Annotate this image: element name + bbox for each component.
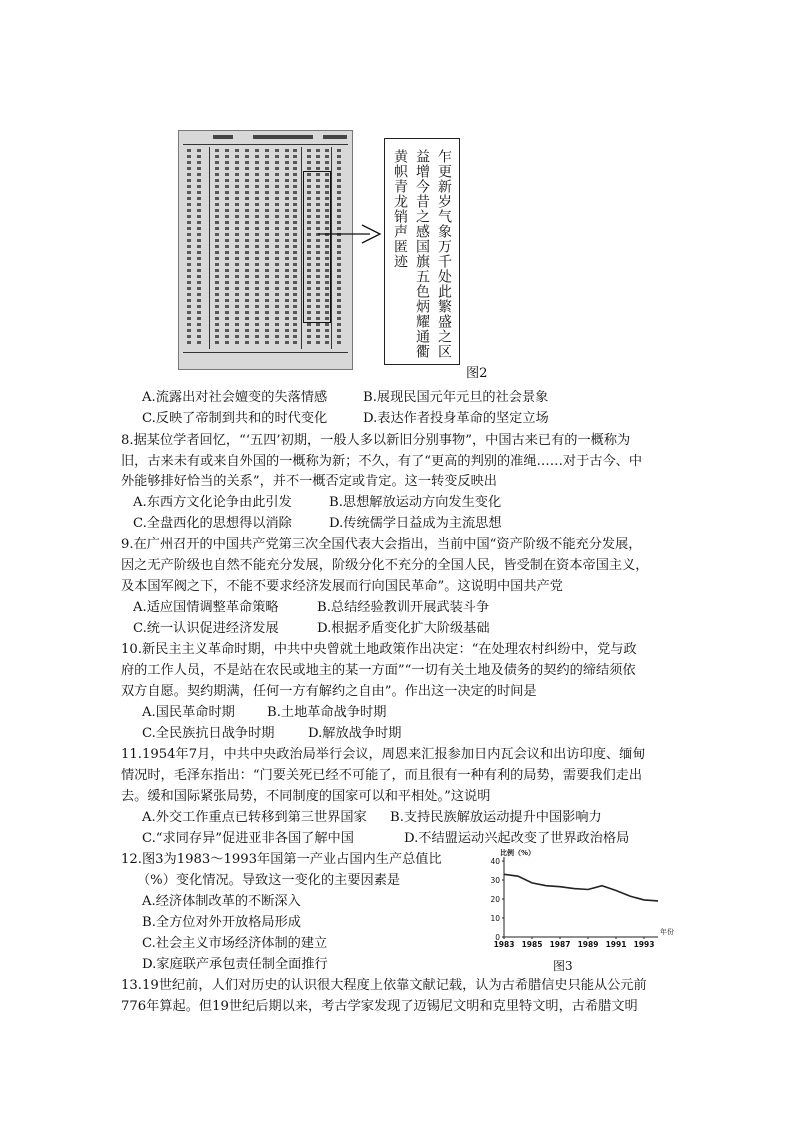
q12-stem-line-1: 12.图3为1983～1993年国第一产业占国内生产总值比	[121, 852, 442, 867]
q11-option-a: A.外交工作重点已转移到第三世界国家	[142, 810, 367, 825]
transcription-column-1: 乍更新岁气象万千处此繁盛之区	[436, 149, 452, 359]
q8-stem-line-3: 外能够排好恰当的关系”，并不一概否定或肯定。这一转变反映出	[121, 474, 497, 489]
q10-option-c: C.全民族抗日战争时期	[142, 726, 275, 741]
q9-option-b: B.总结经验教训开展武装斗争	[317, 600, 490, 615]
q7-option-a: A.流露出对社会嬗变的失落情感	[142, 390, 328, 405]
q12-option-d: D.家庭联产承包责任制全面推行	[142, 957, 328, 972]
highlight-box	[303, 171, 331, 323]
q12-option-b: B.全方位对外开放格局形成	[142, 915, 301, 930]
figure3-caption: 图3	[553, 959, 573, 973]
y-tick-label: 0	[495, 933, 500, 942]
q10-stem-line-3: 双方自愿。契约期满，任何一方有解约之自由”。作出这一决定的时间是	[121, 684, 537, 699]
q8-stem-line-1: 8.据某位学者回忆，“‘五四’初期，一般人多以新旧分别事物”，中国古来已有的一概称为	[121, 433, 631, 448]
q13-stem-line-2: 776年算起。但19世纪后期以来，考古学家发现了迈锡尼文明和克里特文明，古希腊文明	[121, 999, 638, 1014]
y-tick-label: 10	[490, 914, 500, 923]
q7-option-b: B.展现民国元年元旦的社会景象	[363, 390, 549, 405]
q8-option-a: A.东西方文化论争由此引发	[133, 495, 292, 510]
x-axis-label: 年份	[660, 928, 674, 936]
arrow-icon	[318, 222, 384, 246]
q9-stem-line-1: 9.在广州召开的中国共产党第三次全国代表大会指出，当前中国“资产阶级不能充分发展，	[121, 537, 642, 552]
q9-option-a: A.适应国情调整革命策略	[133, 600, 279, 615]
q10-option-b: B.土地革命战争时期	[267, 705, 387, 720]
q7-option-d: D.表达作者投身革命的坚定立场	[363, 411, 549, 426]
q10-stem-line-1: 10.新民主主义革命时期，中共中央曾就土地政策作出决定：“在处理农村纠纷中，党与政	[121, 642, 637, 657]
chart-axes	[490, 848, 674, 949]
q10-stem-line-2: 府的工作人员，不是站在农民或地主的某一方面”“一切有关土地及债务的契约的缔结须依	[121, 663, 636, 678]
q11-option-b: B.支持民族解放运动提升中国影响力	[390, 810, 602, 825]
y-tick-label: 30	[490, 876, 500, 885]
q7-option-c: C.反映了帝制到共和的时代变化	[142, 411, 328, 426]
y-tick-label: 40	[490, 857, 500, 866]
q8-option-d: D.传统儒学日益成为主流思想	[329, 516, 502, 531]
x-tick-label: 1983	[493, 940, 515, 949]
x-tick-label: 1987	[549, 940, 571, 949]
series-line	[504, 874, 658, 901]
q12-option-a: A.经济体制改革的不断深入	[142, 894, 301, 909]
newspaper-header	[183, 135, 348, 145]
chart-series	[504, 874, 658, 901]
q11-option-c: C.“求同存异”促进亚非各国了解中国	[142, 831, 354, 846]
q9-option-d: D.根据矛盾变化扩大阶级基础	[317, 621, 490, 636]
q12-option-c: C.社会主义市场经济体制的建立	[142, 936, 328, 951]
q11-stem-line-1: 11.1954年7月，中共中央政治局举行会议，周恩来汇报参加日内瓦会议和出访印度、缅甸	[121, 747, 646, 762]
transcription-column-2: 益增今昔之感国旗五色炳耀通衢	[414, 149, 430, 359]
q8-stem-line-2: 旧，古来未有或来自外国的一概称为新；不久，有了“更高的判别的准绳……对于古今、中	[121, 454, 643, 469]
q11-stem-line-2: 情况时，毛泽东指出：“门要关死已经不可能了，而且很有一种有利的局势，需要我们走出	[121, 768, 643, 783]
q12-stem-line-2: （%）变化情况。导致这一变化的主要因素是	[137, 873, 401, 888]
gdp-share-chart	[478, 845, 678, 960]
q10-option-a: A.国民革命时期	[142, 705, 235, 720]
x-tick-label: 1989	[577, 940, 599, 949]
q8-option-b: B.思想解放运动方向发生变化	[329, 495, 502, 510]
q9-option-c: C.统一认识促进经济发展	[133, 621, 279, 636]
x-tick-label: 1991	[605, 940, 627, 949]
transcription-column-3: 黄帜青龙销声匿迹	[392, 149, 408, 269]
q9-stem-line-2: 因之无产阶级也自然不能充分发展，阶级分化不充分的全国人民，皆受制在资本帝国主义，	[121, 558, 649, 573]
transcription-box	[384, 138, 460, 365]
x-tick-label: 1985	[521, 940, 543, 949]
x-tick-label: 1993	[633, 940, 655, 949]
q11-option-d: D.不结盟运动兴起改变了世界政治格局	[404, 831, 630, 846]
q11-stem-line-3: 去。缓和国际紧张局势，不同制度的国家可以和平相处。”这说明	[121, 789, 491, 804]
q9-stem-line-3: 及本国军阀之下，不能不要求经济发展而行向国民革命”。这说明中国共产党	[121, 579, 563, 594]
y-tick-label: 20	[490, 895, 500, 904]
y-axis-label: 比例（%）	[500, 849, 536, 857]
q8-option-c: C.全盘西化的思想得以消除	[133, 516, 292, 531]
q13-stem-line-1: 13.19世纪前，人们对历史的认识很大程度上依靠文献记载，认为古希腊信史只能从公元前	[121, 978, 647, 993]
q10-option-d: D.解放战争时期	[308, 726, 402, 741]
newspaper-image	[178, 130, 353, 370]
figure2-caption: 图2	[466, 366, 488, 381]
